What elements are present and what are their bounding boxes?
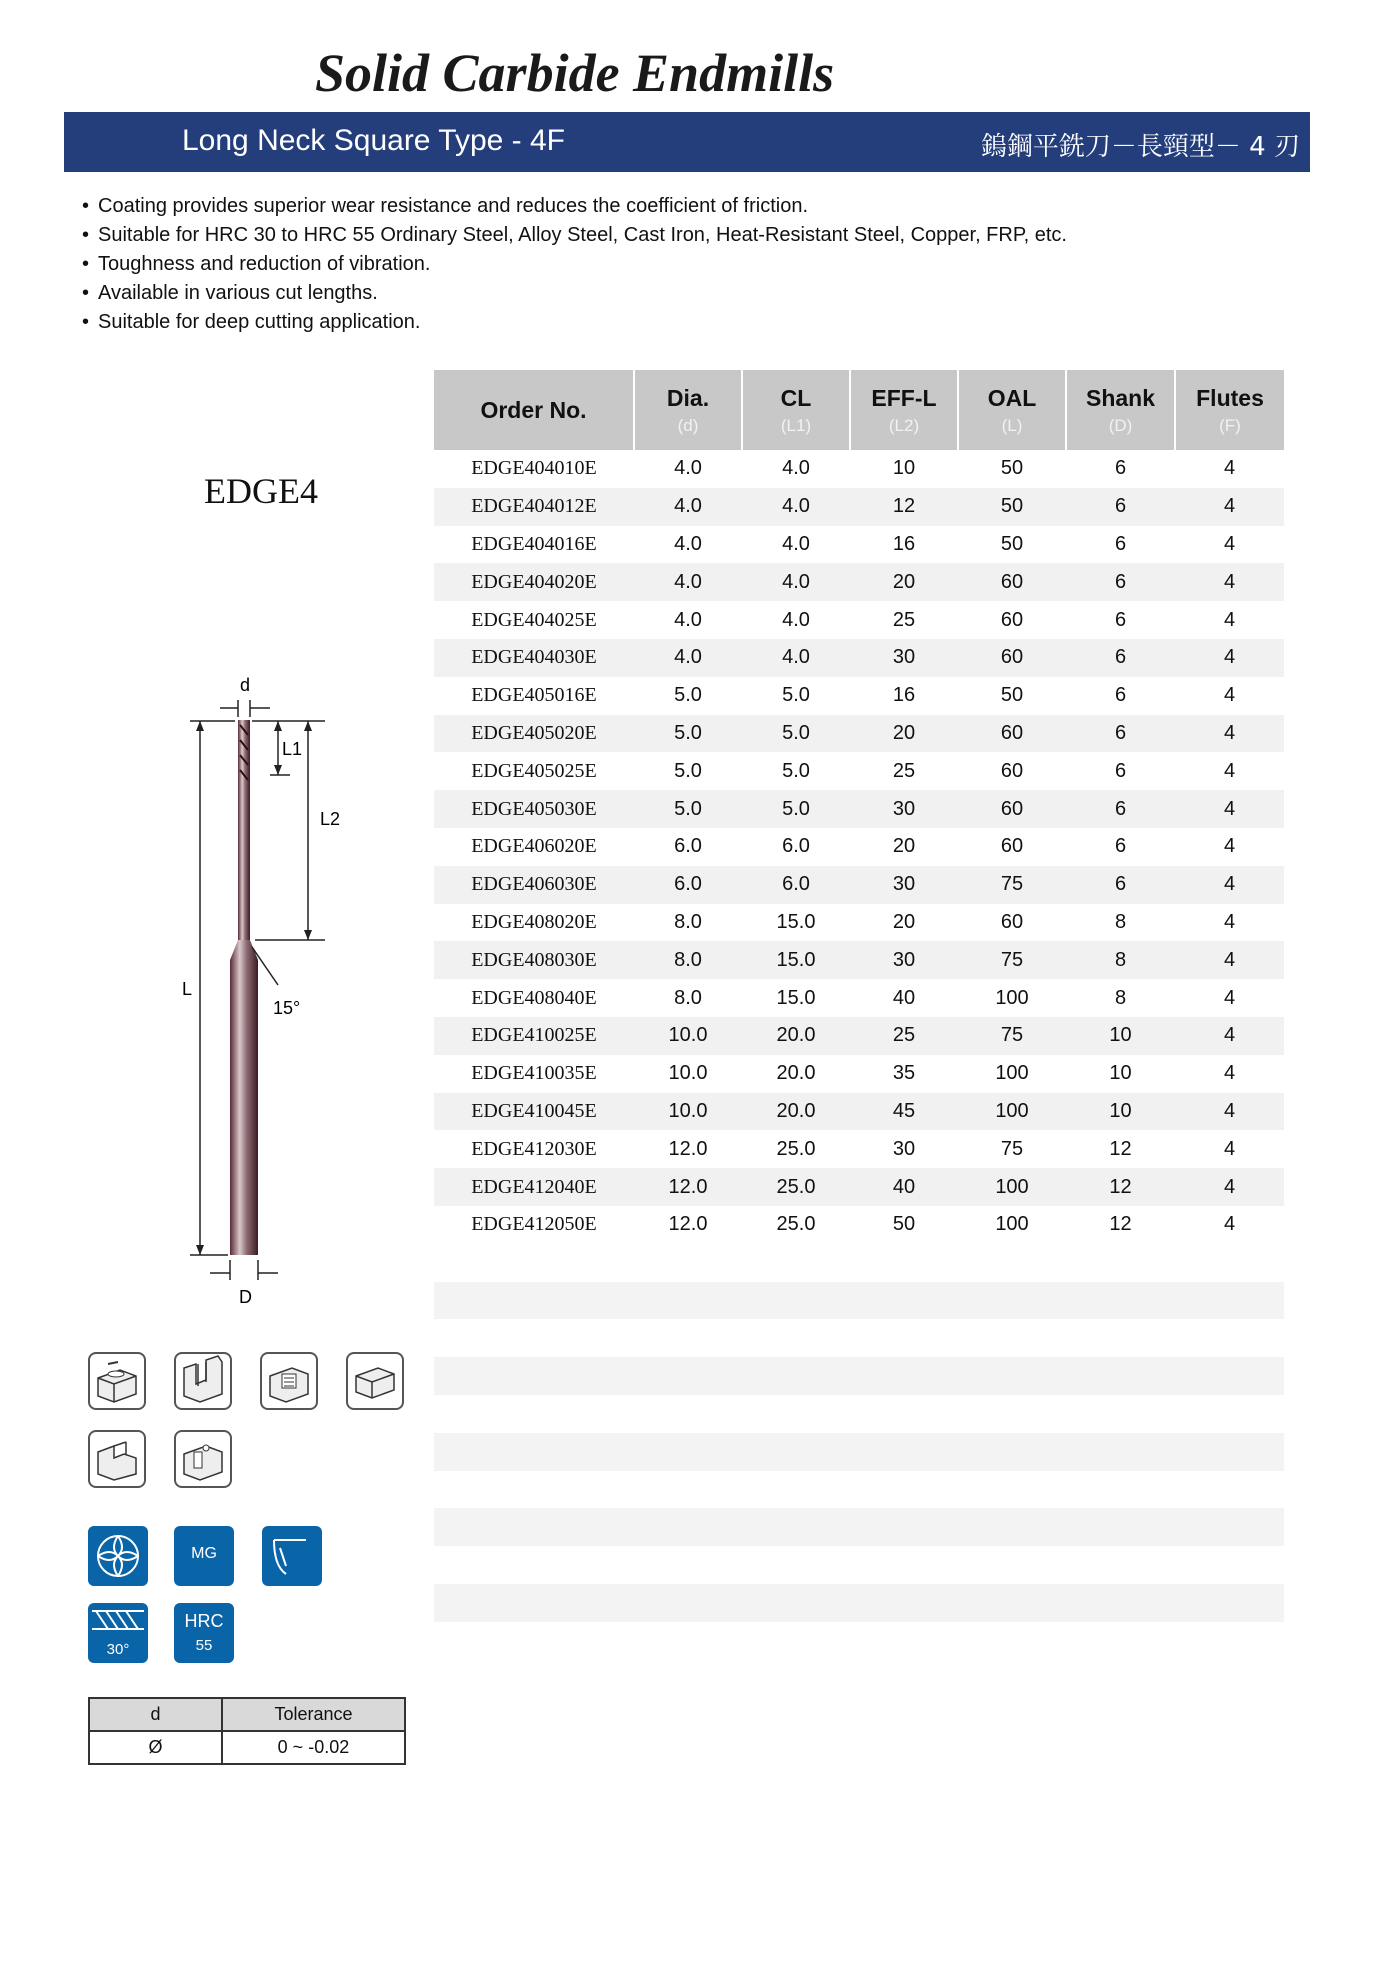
table-cell: 30 [892, 1137, 916, 1160]
table-cell: 60 [958, 639, 1066, 677]
table-cell: 6 [1066, 563, 1175, 601]
table-cell: 4 [1175, 1093, 1284, 1131]
table-cell: 75 [958, 941, 1066, 979]
table-cell: 100 [995, 986, 1029, 1009]
table-cell: 5.0 [782, 684, 810, 707]
table-row [434, 790, 1284, 828]
table-row [434, 639, 1284, 677]
table-cell: 20.0 [776, 1062, 816, 1085]
table-cell: 4 [1223, 759, 1236, 782]
tolerance-col-header: d [89, 1698, 222, 1731]
table-cell: 5.0 [634, 790, 742, 828]
table-cell: 6 [1114, 457, 1127, 480]
table-cell: 100 [958, 1168, 1066, 1206]
table-row [434, 1130, 1284, 1168]
table-cell: 12 [1109, 1137, 1132, 1160]
col-header: Order No. [434, 370, 634, 450]
table-cell: 4 [1175, 790, 1284, 828]
table-row [434, 979, 1284, 1017]
pocket-milling-icon [260, 1352, 318, 1410]
table-cell: 12 [850, 488, 958, 526]
table-cell: 25.0 [742, 1168, 850, 1206]
banner-title-en: Long Neck Square Type - 4F [182, 124, 565, 157]
table-cell: 4.0 [674, 457, 702, 480]
table-cell: 20 [850, 715, 958, 753]
table-cell: 6 [1114, 835, 1127, 858]
table-cell: 20 [892, 835, 916, 858]
empty-row [434, 1395, 1284, 1433]
table-cell: 6.0 [674, 835, 702, 858]
table-cell: 4.0 [742, 639, 850, 677]
empty-row [434, 1244, 1284, 1282]
order-no-cell: EDGE405030E [434, 790, 634, 828]
table-row [434, 526, 1284, 564]
side-milling-icon [88, 1352, 146, 1410]
table-cell: 15.0 [776, 986, 816, 1009]
table-cell: 4.0 [674, 532, 702, 555]
table-cell: 20.0 [742, 1017, 850, 1055]
empty-row [434, 1508, 1284, 1546]
order-no-cell: EDGE404012E [434, 488, 634, 526]
table-cell: 10.0 [668, 1062, 708, 1085]
table-cell: 4 [1223, 608, 1236, 631]
table-cell: 6 [1114, 759, 1127, 782]
table-cell: 6 [1066, 488, 1175, 526]
empty-row [434, 1546, 1284, 1584]
table-row [434, 1093, 1284, 1131]
order-no-cell: EDGE410035E [471, 1062, 597, 1085]
table-cell: 4 [1223, 910, 1236, 933]
endmill-dimension-diagram [160, 665, 360, 1315]
feature-list [82, 192, 1067, 337]
order-no-cell: EDGE406020E [471, 835, 597, 858]
table-cell: 8.0 [674, 986, 702, 1009]
empty-cell [434, 1319, 1284, 1357]
table-cell: 4 [1175, 1017, 1284, 1055]
feature-item: • Available in various cut lengths. [82, 282, 378, 304]
banner-title-zh: 鎢鋼平銑刀－長頸型－ 4 刃 [980, 132, 1300, 162]
table-row [434, 1017, 1284, 1055]
table-row [434, 866, 1284, 904]
hrc-label: HRC [184, 1611, 224, 1631]
empty-row [434, 1471, 1284, 1509]
table-cell: 4.0 [674, 608, 702, 631]
table-cell: 4 [1175, 715, 1284, 753]
material-mg-icon [174, 1526, 234, 1586]
table-row [434, 828, 1284, 866]
dim-l2-label: L2 [320, 809, 341, 829]
table-cell: 25.0 [776, 1137, 816, 1160]
table-header-row [434, 370, 1284, 450]
table-cell: 6.0 [782, 835, 810, 858]
square-corner-icon [262, 1526, 322, 1586]
table-cell: 6 [1114, 532, 1127, 555]
table-cell: 15.0 [742, 941, 850, 979]
order-no-cell: EDGE404016E [471, 532, 597, 555]
shoulder-milling-icon [88, 1430, 146, 1488]
page-title: Solid Carbide Endmills [315, 43, 835, 103]
empty-cell [434, 1584, 1284, 1622]
slotting-icon [174, 1352, 232, 1410]
four-flute-icon [88, 1526, 148, 1586]
order-no-cell: EDGE406030E [434, 866, 634, 904]
table-cell: 6 [1066, 866, 1175, 904]
tolerance-header-row [89, 1698, 405, 1731]
order-no-cell: EDGE404020E [434, 563, 634, 601]
order-no-cell: EDGE408040E [471, 986, 597, 1009]
order-no-cell: EDGE405020E [434, 715, 634, 753]
table-cell: 50 [1000, 532, 1024, 555]
col-header: Dia. (d) [634, 370, 742, 450]
col-header: Flutes (F) [1175, 370, 1284, 450]
order-no-cell: EDGE412050E [471, 1213, 597, 1236]
table-cell: 4 [1175, 941, 1284, 979]
table-cell: 75 [1000, 1137, 1024, 1160]
cutter-flutes [238, 720, 250, 940]
col-header: CL (L1) [742, 370, 850, 450]
col-header: EFF-L (L2) [850, 370, 958, 450]
order-no-cell: EDGE405016E [471, 684, 597, 707]
helix-angle-icon [88, 1603, 148, 1663]
order-no-cell: EDGE412040E [434, 1168, 634, 1206]
shank-body [230, 960, 258, 1255]
table-cell: 50 [1000, 684, 1024, 707]
table-cell: 40 [892, 986, 916, 1009]
empty-cell [434, 1244, 1284, 1282]
table-cell: 4.0 [634, 488, 742, 526]
empty-row [434, 1622, 1284, 1660]
col-header: Shank (D) [1066, 370, 1175, 450]
table-cell: 4 [1175, 563, 1284, 601]
table-cell: 60 [1000, 759, 1024, 782]
empty-row [434, 1282, 1284, 1320]
table-cell: 5.0 [742, 715, 850, 753]
table-cell: 25 [892, 608, 916, 631]
table-cell: 6 [1066, 715, 1175, 753]
table-cell: 50 [958, 488, 1066, 526]
table-cell: 6 [1114, 684, 1127, 707]
table-row [434, 941, 1284, 979]
empty-row [434, 1433, 1284, 1471]
hrc-value: 55 [195, 1637, 213, 1654]
table-cell: 4 [1175, 639, 1284, 677]
table-cell: 4 [1223, 457, 1236, 480]
table-cell: 30 [850, 941, 958, 979]
tolerance-cell: 0 ~ -0.02 [222, 1731, 405, 1764]
table-row [434, 488, 1284, 526]
table-cell: 4 [1223, 1062, 1236, 1085]
table-cell: 4.0 [634, 563, 742, 601]
table-cell: 6 [1066, 790, 1175, 828]
table-cell: 35 [892, 1062, 916, 1085]
table-cell: 4 [1223, 684, 1236, 707]
table-cell: 60 [1000, 608, 1024, 631]
table-cell: 40 [850, 1168, 958, 1206]
table-cell: 25 [892, 759, 916, 782]
table-cell: 10 [892, 457, 916, 480]
table-cell: 6 [1114, 608, 1127, 631]
table-cell: 100 [958, 1093, 1066, 1131]
table-cell: 8 [1066, 941, 1175, 979]
table-cell: 5.0 [674, 684, 702, 707]
order-no-cell: EDGE410045E [434, 1093, 634, 1131]
dim-shank-label: D [239, 1287, 252, 1307]
table-row [434, 1206, 1284, 1244]
table-row [434, 1168, 1284, 1206]
table-cell: 8.0 [674, 910, 702, 933]
table-cell: 30 [850, 790, 958, 828]
dim-d-label: d [240, 675, 251, 695]
order-no-cell: EDGE405025E [471, 759, 597, 782]
table-row [434, 752, 1284, 790]
table-cell: 4 [1223, 532, 1236, 555]
table-cell: 4 [1223, 1137, 1236, 1160]
table-cell: 100 [995, 1062, 1029, 1085]
table-cell: 60 [958, 790, 1066, 828]
section-banner [64, 112, 1310, 172]
order-no-cell: EDGE404025E [471, 608, 597, 631]
helix-angle-label: 30° [106, 1641, 130, 1658]
table-row [434, 677, 1284, 715]
table-row [434, 715, 1284, 753]
table-cell: 8 [1114, 910, 1127, 933]
order-no-cell: EDGE404030E [434, 639, 634, 677]
empty-cell [434, 1622, 1284, 1660]
order-no-cell: EDGE404010E [471, 457, 597, 480]
table-cell: 8.0 [634, 941, 742, 979]
table-cell: 12.0 [668, 1213, 708, 1236]
empty-cell [434, 1508, 1284, 1546]
feature-item: • Suitable for HRC 30 to HRC 55 Ordinary Steel, Alloy Steel, Cast Iron, Heat-Resistant Steel, Copper, FRP, etc. [82, 224, 1067, 246]
table-cell: 5.0 [634, 715, 742, 753]
table-cell: 75 [958, 866, 1066, 904]
empty-cell [434, 1433, 1284, 1471]
table-cell: 25.0 [776, 1213, 816, 1236]
material-label: MG [191, 1545, 217, 1562]
table-cell: 4 [1223, 835, 1236, 858]
table-cell: 60 [1000, 910, 1024, 933]
table-row [434, 1055, 1284, 1093]
hrc-hardness-icon [174, 1603, 234, 1663]
feature-item: • Coating provides superior wear resistance and reduces the coefficient of friction. [82, 195, 809, 217]
table-cell: 5.0 [674, 759, 702, 782]
feature-item: • Suitable for deep cutting application. [82, 311, 421, 333]
table-cell: 60 [1000, 835, 1024, 858]
face-milling-icon [346, 1352, 404, 1410]
table-cell: 30 [850, 866, 958, 904]
table-cell: 20 [892, 910, 916, 933]
table-cell: 12 [1109, 1213, 1132, 1236]
table-cell: 4 [1175, 488, 1284, 526]
table-row [434, 563, 1284, 601]
table-cell: 6.0 [742, 866, 850, 904]
table-row [434, 904, 1284, 942]
table-cell: 4 [1175, 866, 1284, 904]
table-cell: 4 [1223, 1213, 1236, 1236]
order-no-cell: EDGE408020E [471, 910, 597, 933]
table-cell: 5.0 [782, 759, 810, 782]
table-cell: 20.0 [742, 1093, 850, 1131]
table-cell: 10.0 [634, 1017, 742, 1055]
col-header: OAL (L) [958, 370, 1066, 450]
tolerance-cell: Ø [89, 1731, 222, 1764]
table-cell: 12 [1066, 1168, 1175, 1206]
table-cell: 4 [1223, 986, 1236, 1009]
tolerance-row [89, 1731, 405, 1764]
table-cell: 4.0 [634, 639, 742, 677]
order-no-cell: EDGE410025E [434, 1017, 634, 1055]
table-cell: 6.0 [634, 866, 742, 904]
table-cell: 4.0 [782, 532, 810, 555]
table-cell: 10 [1066, 1017, 1175, 1055]
table-cell: 20 [850, 563, 958, 601]
table-cell: 8 [1114, 986, 1127, 1009]
table-cell: 10.0 [634, 1093, 742, 1131]
table-cell: 4.0 [742, 563, 850, 601]
table-cell: 15.0 [776, 910, 816, 933]
table-cell: 60 [958, 715, 1066, 753]
tolerance-col-header: Tolerance [222, 1698, 405, 1731]
table-cell: 16 [892, 532, 916, 555]
empty-cell [434, 1357, 1284, 1395]
spec-table [434, 370, 1284, 1660]
dim-l-label: L [182, 979, 193, 999]
table-cell: 5.0 [742, 790, 850, 828]
table-cell: 10 [1109, 1062, 1132, 1085]
table-row [434, 450, 1284, 488]
table-cell: 4.0 [782, 457, 810, 480]
model-name: EDGE4 [204, 471, 318, 511]
table-cell: 4 [1175, 1168, 1284, 1206]
table-cell: 12.0 [668, 1137, 708, 1160]
empty-cell [434, 1395, 1284, 1433]
table-cell: 16 [892, 684, 916, 707]
table-cell: 45 [850, 1093, 958, 1131]
table-cell: 12.0 [634, 1168, 742, 1206]
table-cell: 25 [850, 1017, 958, 1055]
table-cell: 50 [892, 1213, 916, 1236]
table-cell: 75 [958, 1017, 1066, 1055]
empty-row [434, 1584, 1284, 1622]
empty-cell [434, 1546, 1284, 1584]
table-cell: 50 [1000, 457, 1024, 480]
empty-row [434, 1319, 1284, 1357]
table-cell: 4.0 [782, 608, 810, 631]
table-cell: 60 [958, 563, 1066, 601]
table-row [434, 601, 1284, 639]
dim-angle-label: 15° [273, 998, 301, 1018]
plunge-milling-icon [174, 1430, 232, 1488]
dim-l1-label: L1 [282, 739, 303, 759]
table-cell: 100 [995, 1213, 1029, 1236]
table-cell: 4.0 [742, 488, 850, 526]
table-body [434, 450, 1284, 1660]
empty-cell [434, 1471, 1284, 1509]
table-cell: 10 [1066, 1093, 1175, 1131]
order-no-cell: EDGE412030E [471, 1137, 597, 1160]
empty-cell [434, 1282, 1284, 1320]
feature-item: • Toughness and reduction of vibration. [82, 253, 431, 275]
table-cell: 30 [850, 639, 958, 677]
empty-row [434, 1357, 1284, 1395]
tolerance-table [88, 1697, 406, 1765]
table-cell: 6 [1066, 639, 1175, 677]
order-no-cell: EDGE408030E [434, 941, 634, 979]
